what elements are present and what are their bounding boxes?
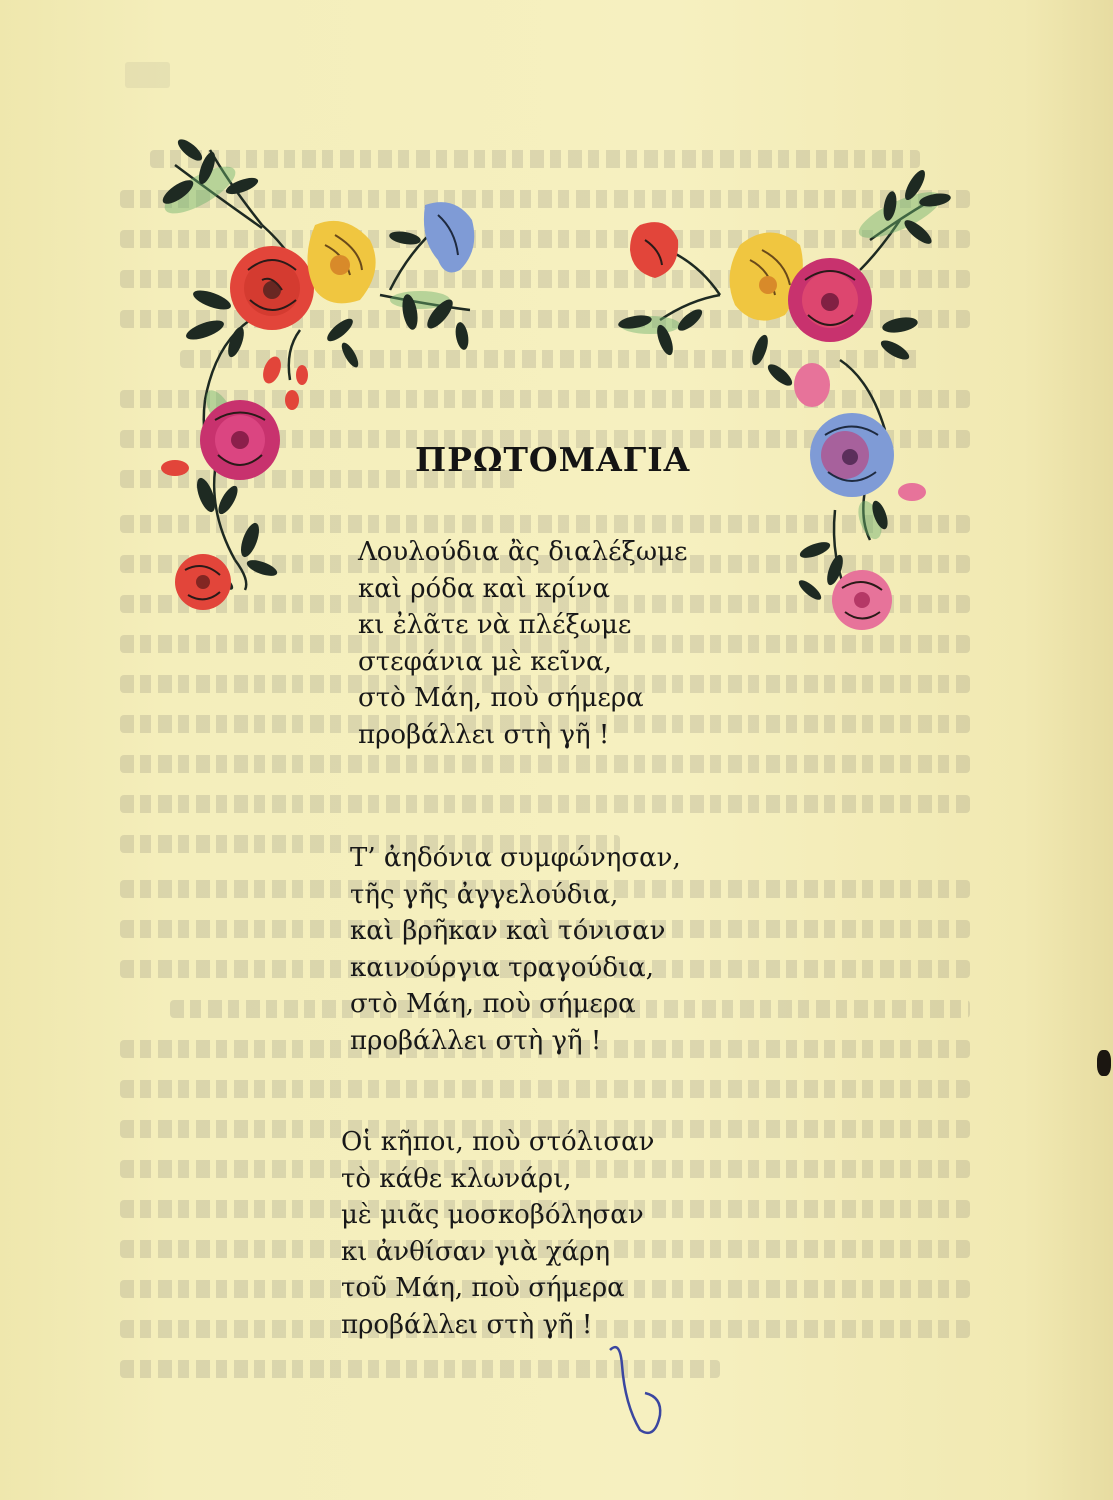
verse-line: καὶ ρόδα καὶ κρίνα [358, 573, 611, 604]
verse-line: καινούργια τραγούδια, [350, 952, 655, 983]
verse-line: κι ἀνθίσαν γιὰ χάρη [341, 1236, 611, 1267]
verse-line: Λουλούδια ἂς διαλέξωμε [358, 537, 688, 567]
verse-line: καὶ βρῆκαν καὶ τόνισαν [350, 916, 666, 946]
stanza-1 [358, 534, 687, 753]
verse-line: προβάλλει στὴ γῆ ! [358, 719, 610, 750]
verse-line: στεφάνια μὲ κεῖνα, [358, 646, 612, 677]
verse-line: προβάλλει στὴ γῆ ! [350, 1025, 602, 1056]
verse-line: τὸ κάθε κλωνάρι, [341, 1163, 572, 1194]
stanza-2 [350, 840, 681, 1059]
verse-line: στὸ Μάη, ποὺ σήμερα [358, 683, 644, 713]
verse-line: Οἱ κῆποι, ποὺ στόλισαν [341, 1127, 655, 1157]
verse-line: μὲ μιᾶς μοσκοβόλησαν [341, 1200, 644, 1230]
verse-line: κι ἐλᾶτε νὰ πλέξωμε [358, 610, 632, 640]
edge-stain [1097, 1050, 1111, 1076]
stanza-3 [341, 1124, 654, 1343]
verse-line: προβάλλει στὴ γῆ ! [341, 1309, 593, 1340]
pen-mark [600, 1335, 680, 1445]
verse-line: τοῦ Μάη, ποὺ σήμερα [341, 1273, 625, 1303]
verse-line: Τ’ ἀηδόνια συμφώνησαν, [350, 843, 681, 873]
poem-title: ΠΡΩΤΟΜΑΓΙΑ [415, 440, 691, 479]
verse-line: τῆς γῆς ἀγγελούδια, [350, 879, 619, 910]
verse-line: στὸ Μάη, ποὺ σήμερα [350, 989, 636, 1019]
